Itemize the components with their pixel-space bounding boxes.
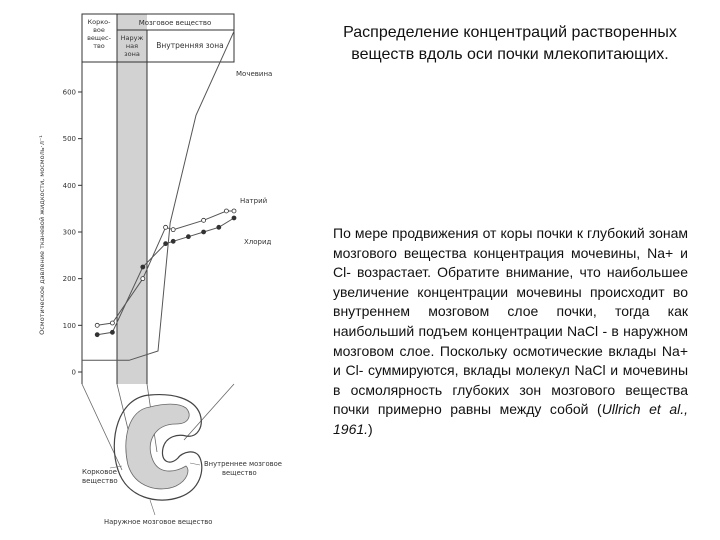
series-point-2 — [217, 225, 221, 229]
slide-title: Распределение концентраций растворенных веществ вдоль оси почки млекопитающих. — [343, 24, 677, 63]
caption-close: ) — [368, 420, 373, 437]
series-point-1 — [224, 209, 228, 213]
outer-zone-band — [117, 14, 147, 384]
zone-label-medulla: Мозговое вещество — [138, 19, 212, 27]
zone-label-inner: Внутренняя зона — [156, 41, 224, 50]
kidney-label-inner: Внутреннее мозговое вещество — [204, 460, 282, 477]
kidney-label-outer: Наружное мозговое вещество — [104, 518, 213, 526]
series-label-urea: Мочевина — [236, 70, 273, 78]
series-point-2 — [171, 239, 175, 243]
series-point-2 — [232, 216, 236, 220]
kidney-leader-inner — [190, 463, 200, 465]
caption-citation: Ullrich et al., 1961. — [333, 401, 688, 437]
series-point-1 — [164, 225, 168, 229]
series-label-sodium: Натрий — [240, 197, 268, 205]
series-point-1 — [171, 228, 175, 232]
kidney-illustration — [114, 395, 202, 501]
series-point-1 — [141, 277, 145, 281]
series-point-2 — [202, 230, 206, 234]
y-axis-label: Осмотическое давление тканевой жидкости, мосмоль·л⁻¹ — [38, 135, 46, 335]
series-point-1 — [202, 218, 206, 222]
series-point-2 — [164, 242, 168, 246]
series-line-0 — [82, 31, 234, 360]
caption-body: По мере продвижения от коры почки к глубокий зонам мозгового вещества концентрация мочевины, Na+ и Cl- возрастает. Обратите внимание, что наибольшее увеличение концентрации мочевины происходит во внутреннем мозговом слое почки, тогда как наибольший подъем концентрации NaCl - в наружном мозговом слое. Поскольку осмотические вклады Na+ и Cl- суммируются, вклады молекул NaCl и мочевины в осмолярность глубоких зон мозгового вещества почки примерно равны между собой ( — [333, 225, 688, 418]
y-tick-label: 200 — [62, 275, 76, 284]
y-tick-label: 100 — [62, 321, 76, 330]
series-point-2 — [186, 235, 190, 239]
caption-text — [333, 224, 688, 440]
y-tick-label: 600 — [62, 88, 76, 97]
series-point-2 — [95, 333, 99, 337]
kidney-leader-outer — [150, 500, 155, 515]
zone-label-cortex: Корко-вое вещес-тво — [87, 18, 111, 50]
y-tick-label: 300 — [62, 228, 76, 237]
zone-label-outer: Наруж ная зона — [120, 34, 144, 58]
series-point-1 — [110, 321, 114, 325]
y-ticks — [63, 88, 82, 376]
y-tick-label: 500 — [62, 135, 76, 144]
y-tick-label: 400 — [62, 181, 76, 190]
y-tick-label: 0 — [71, 368, 76, 377]
kidney-concentration-figure — [0, 0, 330, 540]
kidney-label-cortex: Корковое вещество — [82, 468, 118, 485]
series-group — [82, 31, 236, 360]
series-point-2 — [110, 330, 114, 334]
series-point-1 — [232, 209, 236, 213]
series-point-2 — [141, 265, 145, 269]
series-point-1 — [95, 323, 99, 327]
series-label-chloride: Хлорид — [244, 238, 272, 246]
